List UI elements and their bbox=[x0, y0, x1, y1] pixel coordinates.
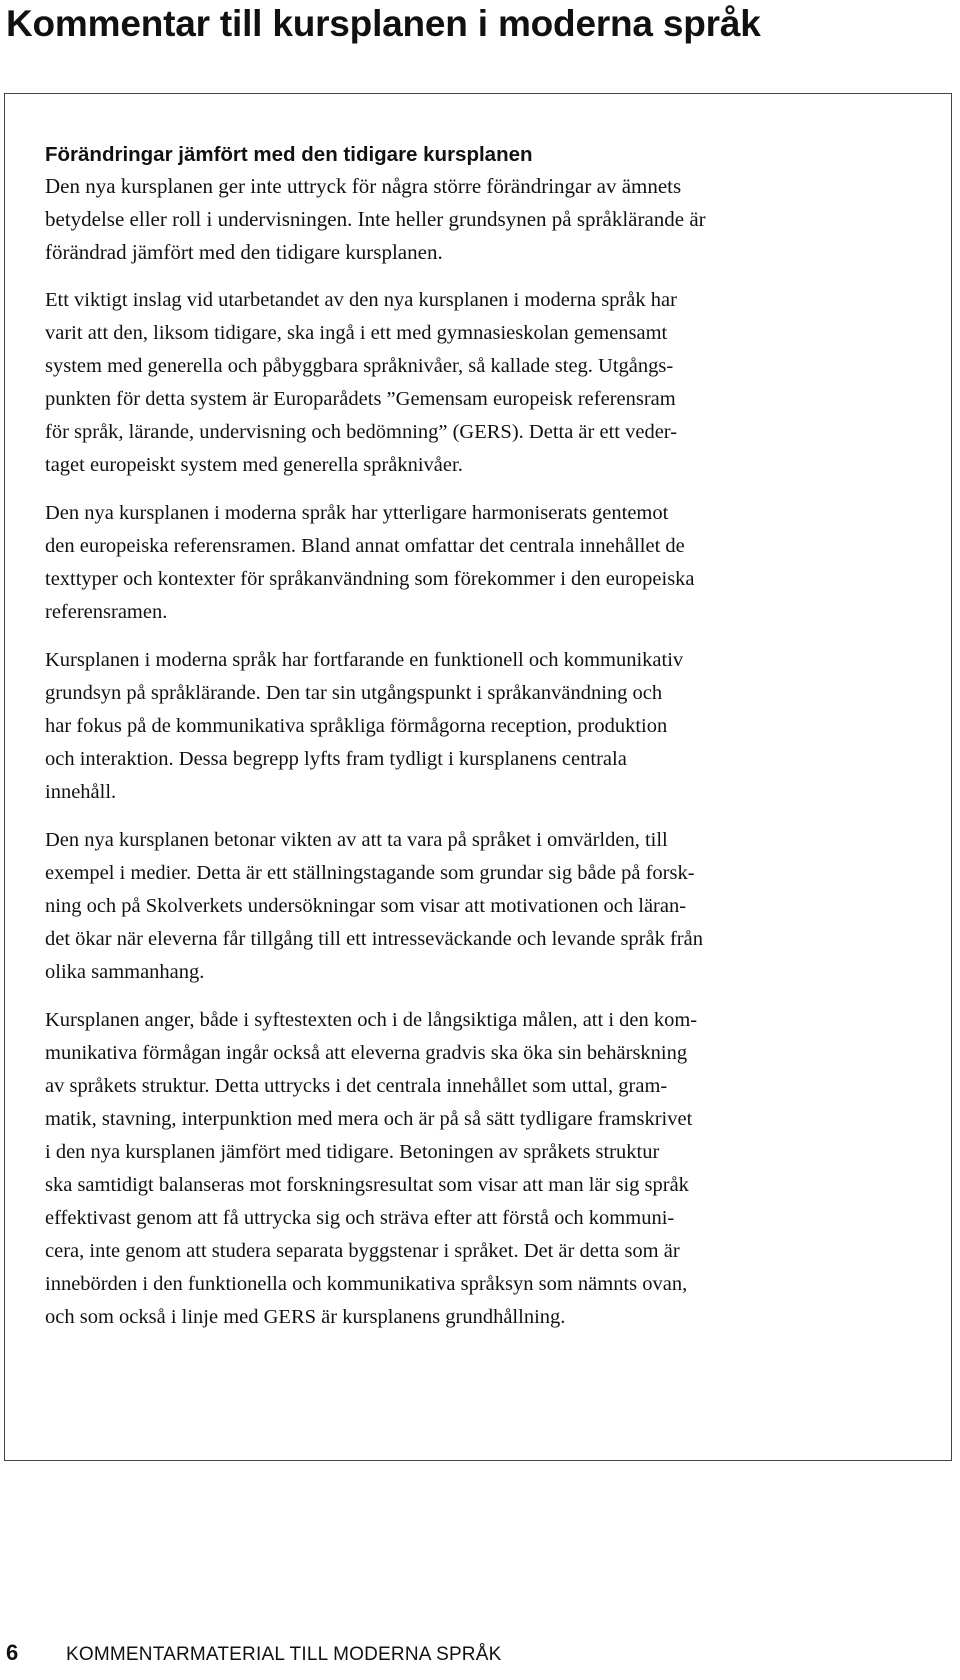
text-line: den europeiska referensramen. Bland annat omfattar det centrala innehållet de bbox=[45, 535, 685, 557]
text-line: och som också i linje med GERS är kursplanens grundhållning. bbox=[45, 1306, 566, 1328]
text-line: innehåll. bbox=[45, 781, 117, 803]
box-content bbox=[45, 140, 925, 1334]
text-line: för språk, lärande, undervisning och bedömning” (GERS). Detta är ett veder- bbox=[45, 421, 678, 443]
section-heading: Förändringar jämfört med den tidigare kursplanen bbox=[45, 143, 533, 166]
text-line: munikativa förmågan ingår också att eleverna gradvis ska öka sin behärskning bbox=[45, 1042, 688, 1064]
text-line: betydelse eller roll i undervisningen. Inte heller grundsynen på språklärande är bbox=[45, 207, 706, 231]
text-line: har fokus på de kommunikativa språkliga förmågorna reception, produktion bbox=[45, 715, 668, 737]
text-line: det ökar när eleverna får tillgång till ett intresseväckande och levande språk från bbox=[45, 928, 703, 950]
intro-paragraph bbox=[45, 170, 925, 269]
text-line: Den nya kursplanen i moderna språk har ytterligare harmoniserats gentemot bbox=[45, 502, 669, 524]
text-line: effektivast genom att få uttrycka sig och sträva efter att förstå och kommuni- bbox=[45, 1207, 675, 1229]
text-line: i den nya kursplanen jämfört med tidigare. Betoningen av språkets struktur bbox=[45, 1141, 660, 1163]
text-line: taget europeiskt system med generella språknivåer. bbox=[45, 454, 463, 476]
text-line: punkten för detta system är Europarådets ”Gemensam europeisk referensram bbox=[45, 388, 676, 410]
page-footer bbox=[6, 1640, 501, 1676]
text-line: Kursplanen i moderna språk har fortfarande en funktionell och kommunikativ bbox=[45, 649, 684, 671]
text-line: texttyper och kontexter för språkanvändning som förekommer i den europeiska bbox=[45, 568, 695, 590]
text-line: förändrad jämfört med den tidigare kursplanen. bbox=[45, 240, 443, 264]
paragraph-5 bbox=[45, 1004, 925, 1334]
text-line: matik, stavning, interpunktion med mera och är på så sätt tydligare framskrivet bbox=[45, 1108, 693, 1130]
text-line: ska samtidigt balanseras mot forskningsresultat som visar att man lär sig språk bbox=[45, 1174, 689, 1196]
text-line: varit att den, liksom tidigare, ska ingå i ett med gymnasieskolan gemensamt bbox=[45, 322, 668, 344]
text-line: exempel i medier. Detta är ett ställningstagande som grundar sig både på forsk- bbox=[45, 862, 695, 884]
text-line: av språkets struktur. Detta uttrycks i det centrala innehållet som uttal, gram- bbox=[45, 1075, 668, 1097]
text-line: ning och på Skolverkets undersökningar som visar att motivationen och läran- bbox=[45, 895, 687, 917]
text-line: olika sammanhang. bbox=[45, 961, 205, 983]
text-line: referensramen. bbox=[45, 601, 168, 623]
running-title: KOMMENTARMATERIAL TILL MODERNA SPRÅK bbox=[66, 1644, 502, 1665]
text-line: och interaktion. Dessa begrepp lyfts fram tydligt i kursplanens centrala bbox=[45, 748, 627, 770]
text-line: cera, inte genom att studera separata byggstenar i språket. Det är detta som är bbox=[45, 1240, 680, 1262]
paragraph-4 bbox=[45, 824, 925, 989]
text-line: Ett viktigt inslag vid utarbetandet av den nya kursplanen i moderna språk har bbox=[45, 289, 677, 311]
paragraph-2 bbox=[45, 497, 925, 629]
text-line: system med generella och påbyggbara språknivåer, så kallade steg. Utgångs- bbox=[45, 355, 674, 377]
content-box bbox=[4, 93, 952, 1461]
text-line: Kursplanen anger, både i syftestexten och i de långsiktiga målen, att i den kom- bbox=[45, 1009, 698, 1031]
text-line: Den nya kursplanen betonar vikten av att ta vara på språket i omvärlden, till bbox=[45, 829, 668, 851]
page-title: Kommentar till kursplanen i moderna språk bbox=[6, 3, 761, 44]
paragraph-1 bbox=[45, 284, 925, 482]
page-number: 6 bbox=[6, 1640, 19, 1665]
text-line: grundsyn på språklärande. Den tar sin utgångspunkt i språkanvändning och bbox=[45, 682, 663, 704]
text-line: Den nya kursplanen ger inte uttryck för några större förändringar av ämnets bbox=[45, 174, 682, 198]
text-line: innebörden i den funktionella och kommunikativa språksyn som nämnts ovan, bbox=[45, 1273, 688, 1295]
paragraph-3 bbox=[45, 644, 925, 809]
